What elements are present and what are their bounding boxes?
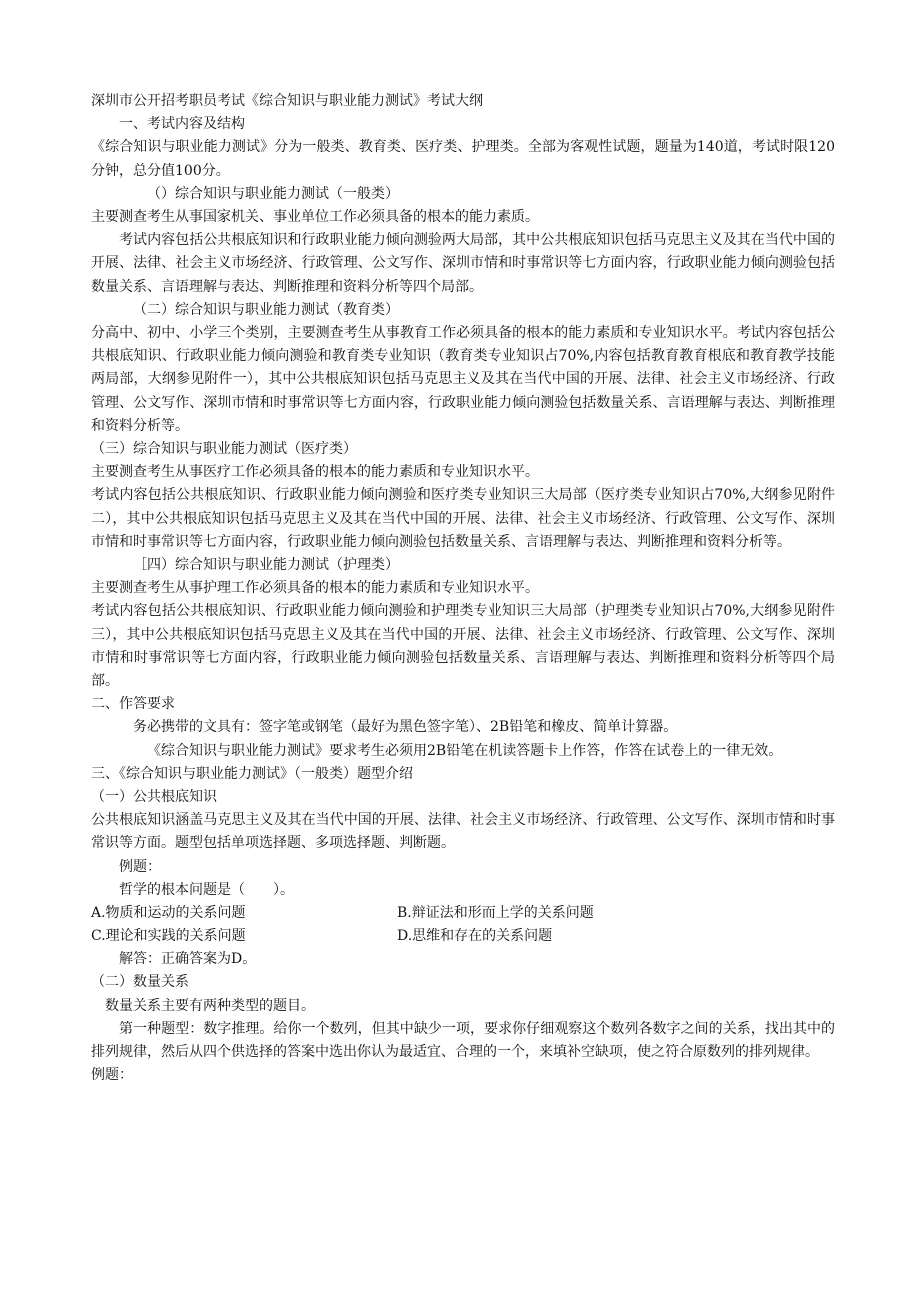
paragraph-1-4-b: 考试内容包括公共根底知识、行政职业能力倾向测验和护理类专业知识三大局部（护理类专业知识占70%,大纲参见附件三），其中公共根底知识包括马克思主义及其在当代中国的开展、法律、社会主义市场经济、行政管理、公文写作、深圳市情和时事常识等七方面内容，行政职业能力倾向测验包括数量关系、言语理解与表达、判断推理和资料分析等四个局部。 [91, 603, 835, 689]
paragraph-1-3-b: 考试内容包括公共根底知识、行政职业能力倾向测验和医疗类专业知识三大局部（医疗类专业知识占70%,大纲参见附件二），其中公共根底知识包括马克思主义及其在当代中国的开展、法律、社会主义市场经济、行政管理、公文写作、深圳市情和时事常识等七方面内容，行政职业能力倾向测验包括数量关系、言语理解与表达、判断推理和资料分析等。 [91, 487, 835, 550]
document-title: 深圳市公开招考职员考试《综合知识与职业能力测试》考试大纲 [91, 93, 483, 109]
question-answer: 解答：正确答案为D。 [119, 951, 257, 968]
subsection-heading-3-1: （一）公共根底知识 [91, 788, 217, 805]
paragraph-3-2-a: 数量关系主要有两种类型的题目。 [105, 997, 315, 1014]
option-d: D.思维和存在的关系问题 [397, 928, 553, 945]
paragraph-1-1-a: 主要测查考生从事国家机关、事业单位工作必须具备的根本的能力素质。 [91, 208, 539, 225]
paragraph-3-1-a: 公共根底知识涵盖马克思主义及其在当代中国的开展、法律、社会主义市场经济、行政管理、公文写作、深圳市情和时事常识等方面。题型包括单项选择题、多项选择题、判断题。 [91, 812, 835, 852]
example-label: 例题： [119, 858, 161, 875]
option-c: C.理论和实践的关系问题 [91, 928, 246, 945]
paragraph-2-a: 务必携带的文具有：签字笔或钢笔（最好为黑色签字笔）、2B铅笔和橡皮、简单计算器。 [133, 719, 678, 736]
subsection-heading-1-2: （二）综合知识与职业能力测试（教育类） [133, 301, 399, 318]
option-a: A.物质和运动的关系问题 [91, 904, 246, 921]
example-label-2: 例题： [91, 1067, 133, 1084]
section-1-intro: 《综合知识与职业能力测试》分为一般类、教育类、医疗类、护理类。全部为客观性试题，题量为140道，考试时限120分钟，总分值100分。 [91, 139, 835, 179]
section-heading-2: 二、作答要求 [91, 696, 175, 713]
subsection-heading-1-3: （三）综合知识与职业能力测试（医疗类） [91, 440, 357, 457]
paragraph-3-2-b: 第一种题型：数字推理。给你一个数列，但其中缺少一项，要求你仔细观察这个数列各数字之间的关系，找出其中的排列规律，然后从四个供选择的答案中选出你认为最适宜、合理的一个，来填补空缺项，使之符合原数列的排列规律。 [91, 1020, 835, 1061]
subsection-heading-3-2: （二）数量关系 [91, 974, 189, 991]
paragraph-1-1-b: 考试内容包括公共根底知识和行政职业能力倾向测验两大局部，其中公共根底知识包括马克思主义及其在当代中国的开展、法律、社会主义市场经济、行政管理、公文写作、深圳市情和时事常识等七方面内容，行政职业能力倾向测验包括数量关系、言语理解与表达、判断推理和资料分析等四个局部。 [91, 232, 835, 295]
paragraph-2-b: 《综合知识与职业能力测试》要求考生必须用2B铅笔在机读答题卡上作答，作答在试卷上的一律无效。 [147, 742, 783, 759]
question-options-row-2 [91, 925, 835, 948]
paragraph-1-2-a: 分高中、初中、小学三个类别，主要测查考生从事教育工作必须具备的根本的能力素质和专业知识水平。考试内容包括公共根底知识、行政职业能力倾向测验和教育类专业知识（教育类专业知识占70%,内容包括教育教育根底和教育教学技能两局部，大纲参见附件一），其中公共根底知识包括马克思主义及其在当代中国的开展、法律、社会主义市场经济、行政管理、公文写作、深圳市情和时事常识等七方面内容，行政职业能力倾向测验包括数量关系、言语理解与表达、判断推理和资料分析等。 [91, 324, 835, 434]
document-body [91, 90, 835, 1087]
subsection-heading-1-4: ［四）综合知识与职业能力测试（护理类） [133, 556, 399, 573]
paragraph-1-4-a: 主要测查考生从事护理工作必须具备的根本的能力素质和专业知识水平。 [91, 580, 539, 597]
paragraph-1-3-a: 主要测查考生从事医疗工作必须具备的根本的能力素质和专业知识水平。 [91, 464, 539, 481]
option-b: B.辩证法和形而上学的关系问题 [397, 904, 594, 921]
section-heading-1: 一、考试内容及结构 [119, 116, 245, 133]
section-heading-3: 三、《综合知识与职业能力测试》（一般类）题型介绍 [91, 765, 413, 782]
question-options-row-1 [91, 902, 835, 925]
question-stem: 哲学的根本问题是（ ）。 [119, 881, 294, 898]
subsection-heading-1-1: （）综合知识与职业能力测试（一般类） [147, 185, 399, 202]
